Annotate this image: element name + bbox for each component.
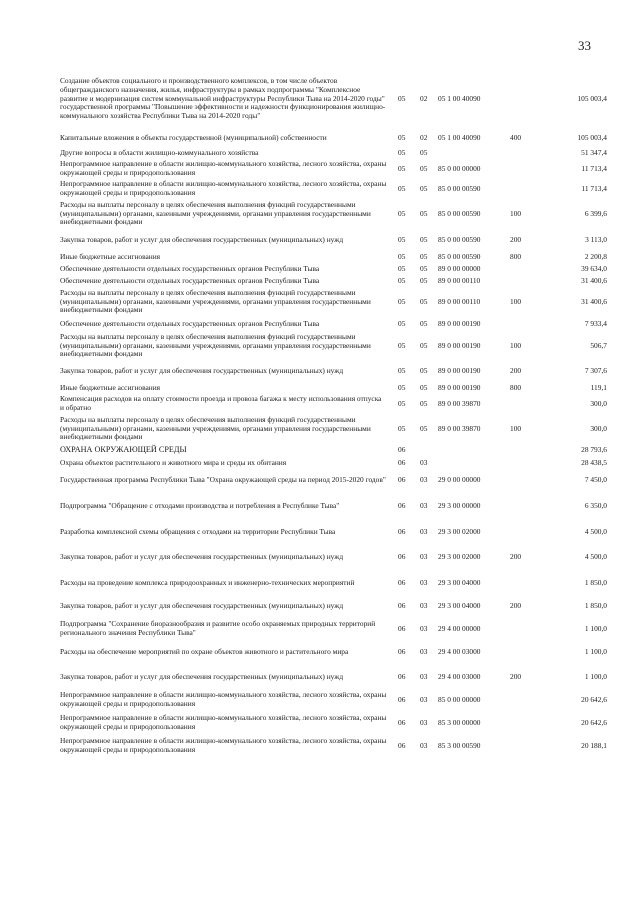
- table-row: [60, 444, 608, 456]
- row-subsection-code: 02: [420, 133, 428, 143]
- row-amount: 11 713,4: [581, 183, 607, 193]
- row-subsection-code: 03: [420, 527, 428, 537]
- row-expense-type: [510, 263, 544, 275]
- row-target-article: [438, 456, 510, 470]
- row-section-code: 06: [398, 444, 406, 454]
- row-amount: 1 100,0: [584, 647, 607, 657]
- row-expense-type: [510, 394, 544, 414]
- row-target-article: [438, 147, 510, 159]
- table-row: [60, 618, 608, 640]
- row-description: Создание объектов социального и производственного комплексов, в том числе объектов общегражданского назначения, жилья, инфраструктуры в рамках подпрограммы "Комплексное развитие и модернизация систем коммунальной инфраструктуры Республики Тыва на 2014-2020 годы" государственной программы "Повышение эффективности и надежности функционирования жилищно-коммунального хозяйства Республики Тыва на 2014-2020 годы": [60, 76, 386, 120]
- row-subsection-code: 05: [420, 318, 428, 328]
- row-subsection-code: 05: [420, 398, 428, 408]
- row-section-code: 05: [398, 251, 406, 261]
- row-description: Непрограммное направление в области жилищно-коммунального хозяйства, лесного хозяйства, охраны окружающей среды и природопользования: [60, 179, 387, 197]
- table-row: [60, 317, 608, 331]
- table-row: [60, 331, 608, 361]
- row-expense-type: 800: [510, 382, 522, 392]
- row-description: Закупка товаров, работ и услуг для обеспечения государственных (муниципальных) нужд: [60, 366, 344, 376]
- row-description: Компенсация расходов на оплату стоимости проезда и провоза багажа к месту использования отпуска и обратно: [60, 394, 382, 412]
- table-row: [60, 711, 608, 735]
- row-amount: 7 933,4: [584, 318, 607, 328]
- row-subsection-code: 05: [420, 147, 428, 157]
- table-row: [60, 522, 608, 543]
- row-target-article: 29 4 00 03000: [438, 647, 481, 657]
- row-description: Охрана объектов растительного и животного мира и среды их обитания: [60, 457, 287, 467]
- row-description: Непрограммное направление в области жилищно-коммунального хозяйства, лесного хозяйства, охраны окружающей среды и природопользования: [60, 736, 387, 754]
- table-row: [60, 735, 608, 757]
- row-subsection-code: 03: [420, 474, 428, 484]
- row-subsection-code: 05: [420, 263, 428, 273]
- row-description: Расходы на выплаты персоналу в целях обеспечения выполнения функций государственными (муниципальными) органами, казенными учреждениями, органами управления государственными внебюджетными фондами: [60, 415, 371, 442]
- row-amount: 300,0: [590, 398, 607, 408]
- row-subsection-code: 05: [420, 423, 428, 433]
- row-amount: 28 793,6: [581, 444, 607, 454]
- row-expense-type: [510, 572, 544, 595]
- row-target-article: 29 3 00 02000: [438, 552, 481, 562]
- row-amount: 20 642,6: [581, 717, 607, 727]
- row-amount: 6 399,6: [584, 208, 607, 218]
- row-amount: 300,0: [590, 423, 607, 433]
- row-description: Расходы на выплаты персоналу в целях обеспечения выполнения функций государственными (муниципальными) органами, казенными учреждениями, органами управления государственными внебюджетными фондами: [60, 332, 371, 359]
- row-description: Непрограммное направление в области жилищно-коммунального хозяйства, лесного хозяйства, охраны окружающей среды и природопользования: [60, 690, 387, 708]
- row-section-code: 05: [398, 275, 406, 285]
- row-amount: 119,1: [590, 382, 607, 392]
- page-number: 33: [578, 38, 591, 53]
- row-target-article: 29 4 00 00000: [438, 623, 481, 633]
- row-amount: 20 642,6: [581, 694, 607, 704]
- row-amount: 506,7: [590, 340, 607, 350]
- row-target-article: 89 0 00 00190: [438, 318, 481, 328]
- row-amount: 31 400,6: [581, 275, 607, 285]
- row-section-code: 06: [398, 717, 406, 727]
- row-subsection-code: 05: [420, 340, 428, 350]
- row-expense-type: [510, 179, 544, 199]
- row-expense-type: [510, 444, 544, 456]
- row-target-article: 85 0 00 00590: [438, 234, 481, 244]
- row-section-code: 05: [398, 366, 406, 376]
- row-target-article: 29 3 00 04000: [438, 601, 481, 611]
- row-section-code: 06: [398, 740, 406, 750]
- row-section-code: 06: [398, 623, 406, 633]
- row-description: ОХРАНА ОКРУЖАЮЩЕЙ СРЕДЫ: [60, 445, 187, 455]
- row-description: Подпрограмма "Обращение с отходами производства и потребления в Республике Тыва": [60, 500, 340, 510]
- table-row: [60, 414, 608, 444]
- table-row: [60, 470, 608, 490]
- row-target-article: 05 1 00 40090: [438, 133, 481, 143]
- row-amount: 31 400,6: [581, 296, 607, 306]
- table-row: [60, 572, 608, 595]
- row-section-code: 06: [398, 578, 406, 588]
- row-description: Расходы на выплаты персоналу в целях обеспечения выполнения функций государственными (муниципальными) органами, казенными учреждениями, органами управления государственными внебюджетными фондами: [60, 288, 371, 315]
- row-expense-type: [510, 689, 544, 711]
- row-amount: 105 003,4: [577, 93, 607, 103]
- row-amount: 20 188,1: [581, 740, 607, 750]
- row-expense-type: 400: [510, 133, 522, 143]
- row-expense-type: [510, 470, 544, 490]
- row-description: Закупка товаров, работ и услуг для обеспечения государственных (муниципальных) нужд: [60, 601, 344, 611]
- row-target-article: 89 0 00 00110: [438, 296, 481, 306]
- row-description: Другие вопросы в области жилищно-коммунального хозяйства: [60, 147, 259, 157]
- table-row: [60, 130, 608, 147]
- row-amount: 1 850,0: [584, 578, 607, 588]
- row-subsection-code: 03: [420, 500, 428, 510]
- row-section-code: 05: [398, 93, 406, 103]
- row-expense-type: [510, 68, 544, 130]
- row-section-code: 05: [398, 318, 406, 328]
- row-section-code: 05: [398, 234, 406, 244]
- row-subsection-code: [417, 444, 438, 456]
- row-section-code: 05: [398, 263, 406, 273]
- row-subsection-code: 03: [420, 552, 428, 562]
- row-target-article: 85 3 00 00590: [438, 740, 481, 750]
- row-expense-type: 100: [510, 296, 522, 306]
- row-description: Иные бюджетные ассигнования: [60, 251, 161, 261]
- row-amount: 1 850,0: [584, 601, 607, 611]
- row-amount: 3 113,0: [585, 234, 607, 244]
- row-section-code: 06: [398, 552, 406, 562]
- row-amount: 4 500,0: [584, 552, 607, 562]
- row-amount: 2 200,8: [584, 251, 607, 261]
- row-expense-type: 100: [510, 208, 522, 218]
- row-description: Подпрограмма "Сохранение биоразнообразия и развитие особо охраняемых природных территорий регионального значения Республики Тыва": [60, 619, 376, 637]
- row-section-code: 06: [398, 457, 406, 467]
- row-expense-type: [510, 522, 544, 543]
- row-subsection-code: 03: [420, 601, 428, 611]
- row-section-code: 06: [398, 500, 406, 510]
- row-expense-type: [510, 711, 544, 735]
- row-section-code: 05: [398, 398, 406, 408]
- row-expense-type: [510, 456, 544, 470]
- row-target-article: 89 0 00 00190: [438, 366, 481, 376]
- row-subsection-code: 05: [420, 183, 428, 193]
- row-amount: 1 100,0: [584, 671, 607, 681]
- row-target-article: 89 0 00 39870: [438, 398, 481, 408]
- table-row: [60, 640, 608, 665]
- row-expense-type: 200: [510, 366, 522, 376]
- table-row: [60, 179, 608, 199]
- row-target-article: 29 4 00 03000: [438, 671, 481, 681]
- row-expense-type: 200: [510, 671, 522, 681]
- row-target-article: 85 3 00 00000: [438, 717, 481, 727]
- table-row: [60, 199, 608, 229]
- row-section-code: 05: [398, 340, 406, 350]
- row-target-article: 89 0 00 00110: [438, 275, 481, 285]
- row-description: Закупка товаров, работ и услуг для обеспечения государственных (муниципальных) нужд: [60, 671, 344, 681]
- table-row: [60, 263, 608, 275]
- row-expense-type: [510, 618, 544, 640]
- row-section-code: 06: [398, 647, 406, 657]
- row-expense-type: [510, 317, 544, 331]
- row-section-code: 06: [398, 527, 406, 537]
- row-subsection-code: 03: [420, 694, 428, 704]
- table-row: [60, 665, 608, 689]
- row-amount: 7 307,6: [584, 366, 607, 376]
- row-subsection-code: 05: [420, 163, 428, 173]
- row-target-article: 85 0 00 00590: [438, 208, 481, 218]
- row-description: Обеспечение деятельности отдельных государственных органов Республики Тыва: [60, 263, 320, 273]
- row-target-article: 29 3 00 04000: [438, 578, 481, 588]
- row-target-article: 89 0 00 00000: [438, 263, 481, 273]
- row-subsection-code: 03: [420, 717, 428, 727]
- row-section-code: 05: [398, 208, 406, 218]
- row-subsection-code: 05: [420, 251, 428, 261]
- table-row: [60, 147, 608, 159]
- table-row: [60, 490, 608, 522]
- row-description: Расходы на обеспечение мероприятий по охране объектов животного и растительного мира: [60, 647, 349, 657]
- row-expense-type: [510, 147, 544, 159]
- row-section-code: 06: [398, 474, 406, 484]
- row-target-article: 89 0 00 00190: [438, 382, 481, 392]
- row-description: Иные бюджетные ассигнования: [60, 382, 161, 392]
- row-description: Непрограммное направление в области жилищно-коммунального хозяйства, лесного хозяйства, охраны окружающей среды и природопользования: [60, 713, 387, 731]
- row-section-code: 05: [398, 423, 406, 433]
- row-section-code: 05: [398, 183, 406, 193]
- row-expense-type: [510, 640, 544, 665]
- row-subsection-code: 05: [420, 296, 428, 306]
- table-row: [60, 68, 608, 130]
- table-row: [60, 251, 608, 263]
- row-amount: 6 350,0: [584, 500, 607, 510]
- row-expense-type: 200: [510, 552, 522, 562]
- row-section-code: 05: [398, 133, 406, 143]
- row-target-article: [438, 444, 510, 456]
- row-target-article: 85 0 00 00590: [438, 183, 481, 193]
- table-row: [60, 287, 608, 317]
- row-description: Закупка товаров, работ и услуг для обеспечения государственных (муниципальных) нужд: [60, 552, 344, 562]
- table-row: [60, 361, 608, 382]
- row-amount: 1 100,0: [584, 623, 607, 633]
- row-section-code: 06: [398, 601, 406, 611]
- row-description: Расходы на проведение комплекса природоохранных и инженерно-технических мероприятий: [60, 578, 355, 588]
- row-subsection-code: 03: [420, 457, 428, 467]
- table-row: [60, 229, 608, 251]
- row-target-article: 05 1 00 40090: [438, 93, 481, 103]
- row-subsection-code: 05: [420, 382, 428, 392]
- row-subsection-code: 03: [420, 623, 428, 633]
- table-row: [60, 595, 608, 618]
- row-amount: 4 500,0: [584, 527, 607, 537]
- table-row: [60, 543, 608, 572]
- table-row: [60, 394, 608, 414]
- row-subsection-code: 05: [420, 234, 428, 244]
- row-section-code: 06: [398, 671, 406, 681]
- row-expense-type: [510, 275, 544, 287]
- budget-table: [60, 68, 608, 757]
- row-expense-type: [510, 490, 544, 522]
- row-description: Обеспечение деятельности отдельных государственных органов Республики Тыва: [60, 275, 320, 285]
- row-description: Капитальные вложения в объекты государственной (муниципальной) собственности: [60, 133, 327, 143]
- row-target-article: 29 3 00 02000: [438, 527, 481, 537]
- table-row: [60, 382, 608, 394]
- row-section-code: 05: [398, 147, 406, 157]
- row-target-article: 85 0 00 00590: [438, 251, 481, 261]
- table-row: [60, 689, 608, 711]
- row-subsection-code: 05: [420, 275, 428, 285]
- table-row: [60, 275, 608, 287]
- row-description: Обеспечение деятельности отдельных государственных органов Республики Тыва: [60, 318, 320, 328]
- row-amount: 51 347,4: [581, 147, 607, 157]
- row-section-code: 06: [398, 694, 406, 704]
- table-row: [60, 159, 608, 179]
- row-target-article: 85 0 00 00000: [438, 694, 481, 704]
- row-description: Государственная программа Республики Тыва "Охрана окружающей среды на период 2015-2020 годов": [60, 474, 386, 484]
- row-target-article: 89 0 00 39870: [438, 423, 481, 433]
- row-target-article: 29 0 00 00000: [438, 474, 481, 484]
- table-row: [60, 456, 608, 470]
- budget-table-body: [60, 68, 608, 757]
- row-target-article: 85 0 00 00000: [438, 163, 481, 173]
- row-subsection-code: 03: [420, 740, 428, 750]
- row-subsection-code: 03: [420, 671, 428, 681]
- row-amount: 7 450,0: [584, 474, 607, 484]
- row-expense-type: [510, 159, 544, 179]
- row-section-code: 05: [398, 296, 406, 306]
- row-target-article: 89 0 00 00190: [438, 340, 481, 350]
- row-expense-type: 200: [510, 234, 522, 244]
- row-description: Разработка комплексной схемы обращения с отходами на территории Республики Тыва: [60, 527, 336, 537]
- row-amount: 28 438,5: [581, 457, 607, 467]
- row-section-code: 05: [398, 382, 406, 392]
- row-expense-type: 800: [510, 251, 522, 261]
- row-amount: 39 634,0: [581, 263, 607, 273]
- row-description: Закупка товаров, работ и услуг для обеспечения государственных (муниципальных) нужд: [60, 234, 344, 244]
- row-subsection-code: 05: [420, 366, 428, 376]
- row-target-article: 29 3 00 00000: [438, 500, 481, 510]
- row-subsection-code: 03: [420, 647, 428, 657]
- row-expense-type: [510, 735, 544, 757]
- row-subsection-code: 02: [420, 93, 428, 103]
- row-description: Непрограммное направление в области жилищно-коммунального хозяйства, лесного хозяйства, охраны окружающей среды и природопользования: [60, 159, 387, 177]
- row-amount: 105 003,4: [577, 133, 607, 143]
- row-amount: 11 713,4: [581, 163, 607, 173]
- row-section-code: 05: [398, 163, 406, 173]
- row-description: Расходы на выплаты персоналу в целях обеспечения выполнения функций государственными (муниципальными) органами, казенными учреждениями, органами управления государственными внебюджетными фондами: [60, 200, 371, 227]
- row-subsection-code: 03: [420, 578, 428, 588]
- row-subsection-code: 05: [420, 208, 428, 218]
- row-expense-type: 100: [510, 340, 522, 350]
- row-expense-type: 200: [510, 601, 522, 611]
- row-expense-type: 100: [510, 423, 522, 433]
